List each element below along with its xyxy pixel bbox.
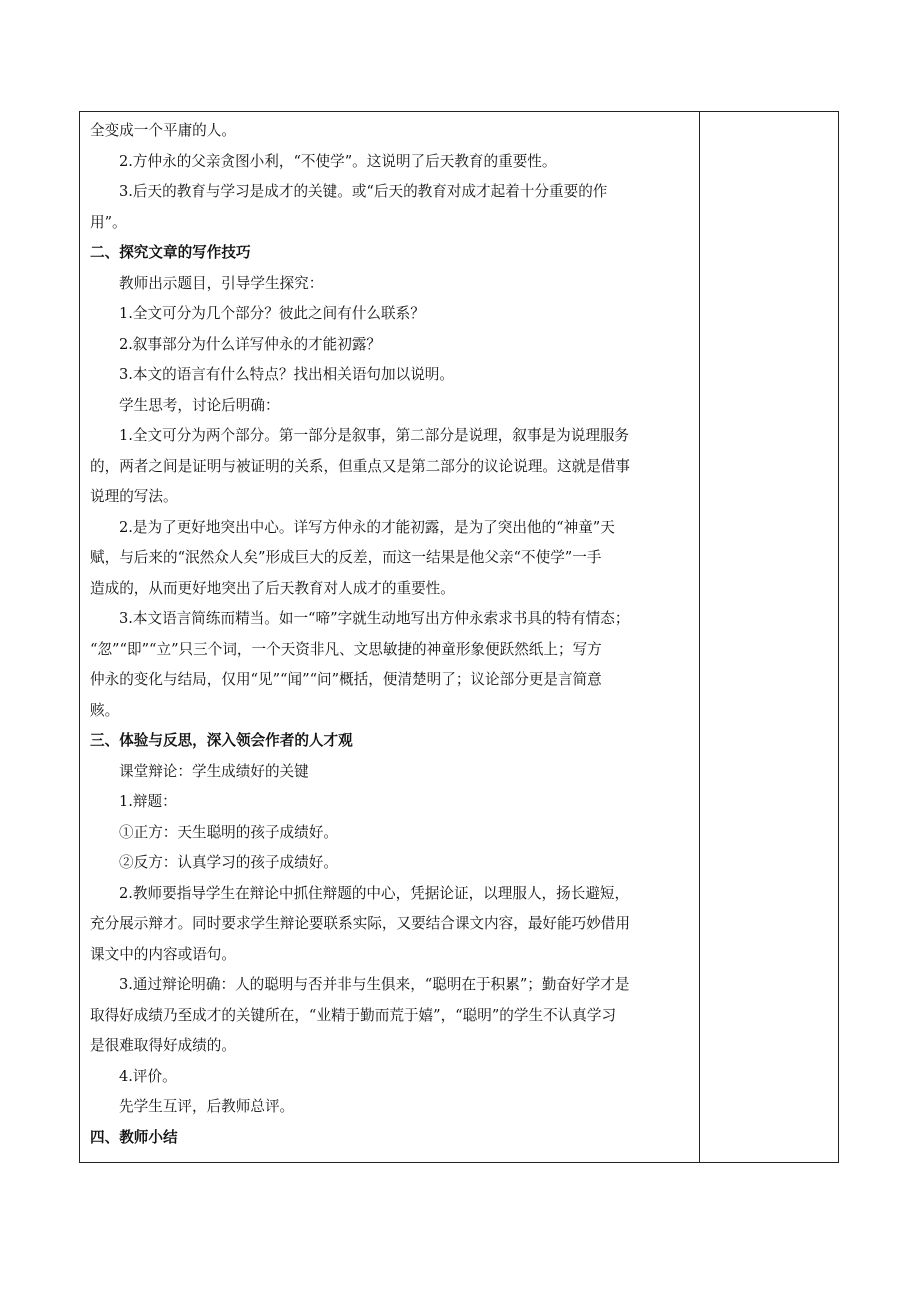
text-line: 赋，与后来的“泯然众人矣”形成巨大的反差，而这一结果是他父亲“不使学”一手	[90, 549, 602, 566]
text-line: 2.是为了更好地突出中心。详写方仲永的才能初露，是为了突出他的“神童”天	[119, 518, 615, 536]
text-line: 3.后天的教育与学习是成才的关键。或“后天的教育对成才起着十分重要的作	[119, 183, 608, 200]
text-line: 说理的写法。	[90, 488, 178, 505]
text-line: 课文中的内容或语句。	[90, 945, 236, 963]
text-line: 2.教师要指导学生在辩论中抓住辩题的中心，凭据论证，以理服人，扬长避短，	[119, 884, 630, 902]
text-line: 3.本文的语言有什么特点？找出相关语句加以说明。	[119, 366, 454, 383]
text-line: 造成的，从而更好地突出了后天教育对人成才的重要性。	[90, 579, 455, 597]
section-heading: 三、体验与反思，深入领会作者的人才观	[90, 732, 353, 749]
text-line: 仲永的变化与结局，仅用“见”“闻”“问”概括，便清楚明了；议论部分更是言简意	[90, 671, 602, 688]
text-line: 2.方仲永的父亲贪图小利，“不使学”。这说明了后天教育的重要性。	[119, 152, 557, 170]
text-line: 充分展示辩才。同时要求学生辩论要联系实际，又要结合课文内容，最好能巧妙借用	[90, 915, 630, 932]
text-line: 全变成一个平庸的人。	[90, 122, 236, 139]
text-line: 取得好成绩乃至成才的关键所在，“业精于勤而荒于嬉”，“聪明”的学生不认真学习	[90, 1006, 617, 1024]
text-line: 用”。	[90, 213, 127, 231]
text-line: 学生思考，讨论后明确：	[119, 396, 280, 414]
text-line: 赅。	[90, 701, 120, 719]
text-line: 3.通过辩论明确：人的聪明与否并非与生俱来，“聪明在于积累”；勤奋好学才是	[119, 976, 630, 993]
text-line: ①正方：天生聪明的孩子成绩好。	[119, 823, 338, 841]
text-line: 4.评价。	[119, 1067, 177, 1085]
content-cell	[80, 112, 700, 1162]
section-heading: 二、探究文章的写作技巧	[90, 244, 251, 261]
text-line: 教师出示题目，引导学生探究：	[119, 274, 324, 292]
text-line: 1.辩题：	[119, 793, 177, 810]
text-line: 的，两者之间是证明与被证明的关系，但重点又是第二部分的议论说理。这就是借事	[90, 457, 630, 475]
text-line: ②反方：认真学习的孩子成绩好。	[119, 854, 338, 871]
lesson-table	[79, 111, 839, 1163]
text-line: “忽”“即”“立”只三个词，一个天资非凡、文思敏捷的神童形象便跃然纸上；写方	[90, 640, 602, 658]
text-line: 1.全文可分为两个部分。第一部分是叙事，第二部分是说理，叙事是为说理服务	[119, 427, 630, 444]
text-line: 先学生互评，后教师总评。	[119, 1098, 295, 1115]
text-line: 2.叙事部分为什么详写仲永的才能初露？	[119, 335, 382, 353]
text-line: 课堂辩论：学生成绩好的关键	[119, 762, 309, 780]
text-line: 是很难取得好成绩的。	[90, 1037, 236, 1054]
text-line: 3.本文语言简练而精当。如一“啼”字就生动地写出方仲永索求书具的特有情态；	[119, 610, 630, 627]
notes-cell	[700, 112, 838, 1162]
section-heading: 四、教师小结	[90, 1128, 178, 1146]
text-line: 1.全文可分为几个部分？彼此之间有什么联系？	[119, 305, 425, 322]
